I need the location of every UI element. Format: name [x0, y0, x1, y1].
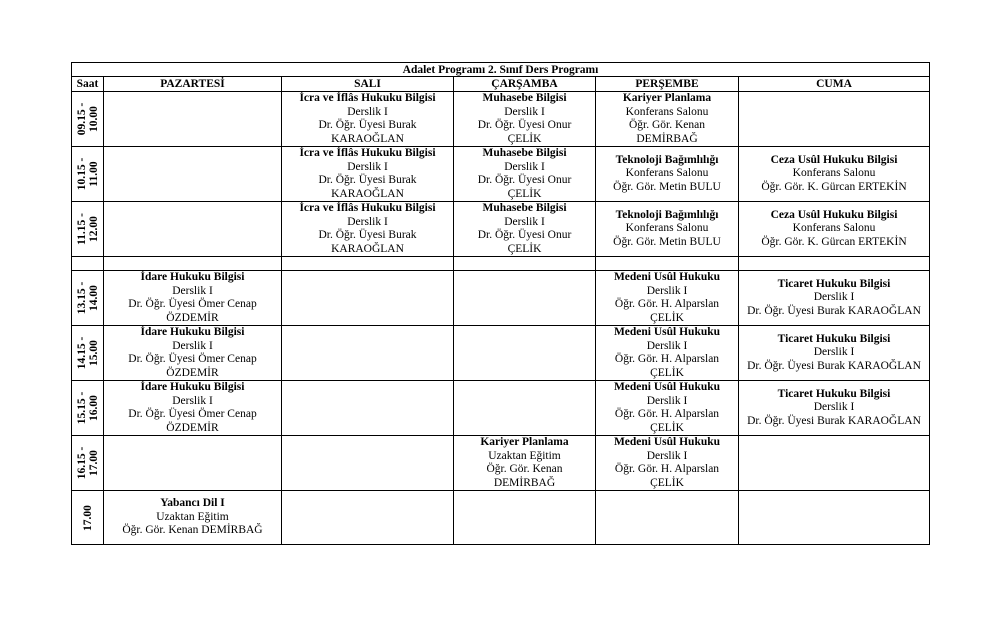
empty-cell [282, 491, 454, 545]
time-text: 11.15 - [75, 213, 88, 245]
course-instructor: ÖZDEMİR [166, 421, 219, 434]
course-title: İdare Hukuku Bilgisi [140, 381, 245, 393]
course-cell [454, 92, 596, 147]
time-text: 16.00 [87, 395, 100, 421]
empty-cell [739, 92, 930, 147]
course-title: Medeni Usûl Hukuku [613, 326, 721, 338]
course-info [454, 92, 595, 146]
course-instructor: Öğr. Gör. Metin BULU [613, 235, 721, 248]
course-instructor: ÇELİK [650, 421, 684, 434]
course-info [596, 271, 738, 325]
course-info [596, 92, 738, 146]
empty-cell [282, 326, 454, 381]
empty-cell [739, 491, 930, 545]
course-instructor: Dr. Öğr. Üyesi Burak KARAOĞLAN [747, 414, 921, 427]
time-text: 14.00 [87, 285, 100, 311]
header-carsamba: ÇARŞAMBA [454, 77, 596, 92]
course-info [596, 436, 738, 490]
empty-cell [104, 436, 282, 491]
course-instructor: ÇELİK [507, 242, 542, 255]
course-room: Derslik I [646, 394, 688, 407]
course-room: Konferans Salonu [792, 222, 876, 235]
header-cuma: CUMA [739, 77, 930, 92]
time-text: 12.00 [87, 216, 100, 242]
course-room: Derslik I [504, 160, 545, 173]
break-row [72, 257, 930, 271]
course-title: İcra ve İflâs Hukuku Bilgisi [299, 92, 436, 104]
course-instructor: ÇELİK [507, 132, 542, 145]
time-slot-row [72, 491, 930, 545]
empty-cell [739, 436, 930, 491]
course-instructor: Öğr. Gör. K. Gürcan ERTEKİN [761, 180, 907, 193]
course-instructor: ÇELİK [650, 366, 684, 379]
course-title: Medeni Usûl Hukuku [613, 381, 721, 393]
course-info [104, 271, 281, 325]
time-label [76, 337, 100, 370]
course-instructor: Dr. Öğr. Üyesi Burak [318, 229, 417, 241]
course-info [739, 209, 929, 250]
time-label [76, 103, 100, 136]
time-text: 16.15 - [75, 446, 88, 480]
course-cell [739, 271, 930, 326]
course-room: Derslik I [172, 284, 213, 297]
time-text: 17.00 [81, 504, 94, 531]
course-instructor: ÖZDEMİR [166, 311, 219, 324]
time-text: 14.15 - [75, 336, 88, 370]
course-room: Derslik I [504, 105, 545, 118]
course-cell [596, 202, 739, 257]
time-cell [72, 202, 104, 257]
empty-cell [739, 257, 930, 271]
time-text: 10.00 [87, 106, 100, 132]
course-info [104, 497, 281, 538]
course-cell [454, 436, 596, 491]
course-info [739, 388, 929, 429]
course-title: Muhasebe Bilgisi [482, 202, 567, 214]
course-instructor: Öğr. Gör. H. Alparslan [614, 463, 720, 475]
course-info [596, 326, 738, 380]
time-slot-row [72, 92, 930, 147]
time-cell [72, 147, 104, 202]
course-room: Derslik I [813, 346, 855, 359]
course-instructor: Dr. Öğr. Üyesi Ömer Cenap [128, 353, 257, 365]
course-room: Derslik I [504, 215, 545, 228]
course-cell [282, 202, 454, 257]
course-room: Derslik I [646, 284, 688, 297]
course-instructor: ÇELİK [650, 476, 684, 489]
time-text: 15.15 - [75, 391, 88, 425]
time-text: 13.15 - [75, 281, 88, 315]
course-cell [104, 271, 282, 326]
time-cell [72, 436, 104, 491]
time-slot-row [72, 436, 930, 491]
empty-cell [454, 257, 596, 271]
course-cell [739, 381, 930, 436]
course-title: İdare Hukuku Bilgisi [140, 326, 245, 338]
time-label [76, 282, 100, 315]
course-cell [454, 147, 596, 202]
course-cell [596, 147, 739, 202]
empty-cell [104, 257, 282, 271]
course-room: Uzaktan Eğitim [488, 449, 561, 462]
course-info [282, 147, 453, 201]
course-cell [739, 202, 930, 257]
empty-cell [104, 202, 282, 257]
empty-cell [104, 92, 282, 147]
time-cell [72, 92, 104, 147]
time-slot-row [72, 381, 930, 436]
course-instructor: Öğr. Gör. Kenan [486, 463, 563, 475]
time-slot-row [72, 202, 930, 257]
course-info [596, 381, 738, 435]
course-room: Derslik I [172, 339, 213, 352]
course-cell [596, 436, 739, 491]
course-title: Ceza Usûl Hukuku Bilgisi [770, 208, 898, 221]
course-cell [596, 92, 739, 147]
course-instructor: Dr. Öğr. Üyesi Burak [318, 174, 417, 186]
course-info [104, 326, 281, 380]
course-instructor: KARAOĞLAN [331, 132, 404, 145]
course-info [454, 436, 595, 490]
time-cell [72, 271, 104, 326]
schedule-table [71, 62, 930, 545]
course-title: Yabancı Dil I [160, 497, 225, 510]
course-instructor: Dr. Öğr. Üyesi Onur [477, 229, 572, 241]
course-cell [739, 147, 930, 202]
schedule-title: Adalet Programı 2. Sınıf Ders Programı [72, 63, 930, 77]
course-info [104, 381, 281, 435]
empty-cell [454, 326, 596, 381]
course-title: Ceza Usûl Hukuku Bilgisi [770, 153, 898, 166]
empty-cell [104, 147, 282, 202]
course-instructor: KARAOĞLAN [331, 187, 404, 200]
course-cell [596, 381, 739, 436]
header-pazartesi: PAZARTESİ [104, 77, 282, 92]
course-cell [104, 381, 282, 436]
course-info [596, 154, 738, 195]
course-room: Derslik I [813, 401, 855, 414]
time-cell [72, 491, 104, 545]
empty-cell [596, 257, 739, 271]
course-title: Teknoloji Bağımlılığı [615, 208, 719, 221]
empty-cell [282, 436, 454, 491]
course-cell [282, 147, 454, 202]
course-info [282, 92, 453, 146]
header-saat: Saat [72, 77, 104, 92]
course-info [739, 333, 929, 374]
course-instructor: Dr. Öğr. Üyesi Ömer Cenap [128, 408, 257, 420]
course-cell [596, 326, 739, 381]
time-text: 15.00 [87, 340, 100, 366]
course-title: İcra ve İflâs Hukuku Bilgisi [299, 147, 436, 159]
course-instructor: ÇELİK [650, 311, 684, 324]
course-cell [596, 271, 739, 326]
time-label [76, 158, 100, 191]
course-title: Teknoloji Bağımlılığı [615, 153, 719, 166]
course-info [739, 154, 929, 195]
time-slot-row [72, 326, 930, 381]
course-instructor: Dr. Öğr. Üyesi Burak KARAOĞLAN [747, 359, 921, 372]
course-instructor: ÇELİK [507, 187, 542, 200]
course-info [282, 202, 453, 256]
course-instructor: Dr. Öğr. Üyesi Burak [318, 119, 417, 131]
time-label [82, 505, 94, 531]
course-title: Kariyer Planlama [622, 92, 712, 104]
course-instructor: Dr. Öğr. Üyesi Onur [477, 119, 572, 131]
course-title: Ticaret Hukuku Bilgisi [777, 387, 891, 400]
course-title: Muhasebe Bilgisi [482, 92, 567, 104]
course-cell [104, 326, 282, 381]
course-instructor: ÖZDEMİR [166, 366, 219, 379]
course-instructor: Dr. Öğr. Üyesi Burak KARAOĞLAN [747, 304, 921, 317]
course-title: Muhasebe Bilgisi [482, 147, 567, 159]
course-info [739, 278, 929, 319]
course-instructor: Öğr. Gör. Metin BULU [613, 180, 721, 193]
course-cell [104, 491, 282, 545]
course-instructor: Öğr. Gör. Kenan DEMİRBAĞ [122, 524, 263, 537]
time-label [76, 213, 100, 245]
time-label [76, 392, 100, 425]
time-text: 17.00 [87, 450, 100, 476]
course-title: Kariyer Planlama [480, 436, 569, 448]
course-instructor: Dr. Öğr. Üyesi Onur [477, 174, 572, 186]
course-cell [454, 202, 596, 257]
course-info [454, 202, 595, 256]
course-info [596, 209, 738, 250]
course-cell [739, 326, 930, 381]
empty-cell [596, 491, 739, 545]
course-room: Derslik I [813, 291, 855, 304]
course-instructor: DEMİRBAĞ [493, 476, 556, 489]
course-title: İcra ve İflâs Hukuku Bilgisi [299, 202, 436, 214]
time-label [76, 447, 100, 480]
empty-cell [282, 271, 454, 326]
course-room: Uzaktan Eğitim [156, 510, 229, 523]
course-room: Derslik I [646, 339, 688, 352]
course-instructor: Dr. Öğr. Üyesi Ömer Cenap [128, 298, 257, 310]
course-room: Konferans Salonu [625, 167, 709, 180]
course-title: Medeni Usûl Hukuku [613, 271, 721, 283]
course-instructor: Öğr. Gör. K. Gürcan ERTEKİN [761, 235, 907, 248]
time-text: 09.15 - [75, 102, 88, 136]
empty-cell [72, 257, 104, 271]
course-room: Derslik I [347, 105, 388, 118]
header-persembe: PERŞEMBE [596, 77, 739, 92]
course-room: Konferans Salonu [625, 105, 709, 118]
empty-cell [454, 381, 596, 436]
course-room: Konferans Salonu [625, 222, 709, 235]
time-cell [72, 326, 104, 381]
course-instructor: Öğr. Gör. H. Alparslan [614, 408, 720, 420]
course-title: Ticaret Hukuku Bilgisi [777, 332, 891, 345]
header-row [72, 77, 930, 92]
course-room: Derslik I [347, 215, 388, 228]
course-room: Derslik I [347, 160, 388, 173]
course-cell [282, 92, 454, 147]
course-room: Derslik I [172, 394, 213, 407]
empty-cell [454, 491, 596, 545]
empty-cell [454, 271, 596, 326]
course-room: Derslik I [646, 449, 688, 462]
time-slot-row [72, 147, 930, 202]
course-instructor: Öğr. Gör. H. Alparslan [614, 298, 720, 310]
course-instructor: KARAOĞLAN [331, 242, 404, 255]
course-instructor: Öğr. Gör. Kenan [628, 119, 705, 131]
course-title: Medeni Usûl Hukuku [613, 436, 721, 448]
empty-cell [282, 381, 454, 436]
time-text: 10.15 - [75, 157, 88, 191]
course-instructor: DEMİRBAĞ [636, 132, 698, 145]
time-cell [72, 381, 104, 436]
header-sali: SALI [282, 77, 454, 92]
course-room: Konferans Salonu [792, 167, 876, 180]
course-instructor: Öğr. Gör. H. Alparslan [614, 353, 720, 365]
course-title: Ticaret Hukuku Bilgisi [777, 277, 891, 290]
time-slot-row [72, 271, 930, 326]
course-info [454, 147, 595, 201]
course-title: İdare Hukuku Bilgisi [140, 271, 245, 283]
time-text: 11.00 [87, 161, 100, 187]
empty-cell [282, 257, 454, 271]
